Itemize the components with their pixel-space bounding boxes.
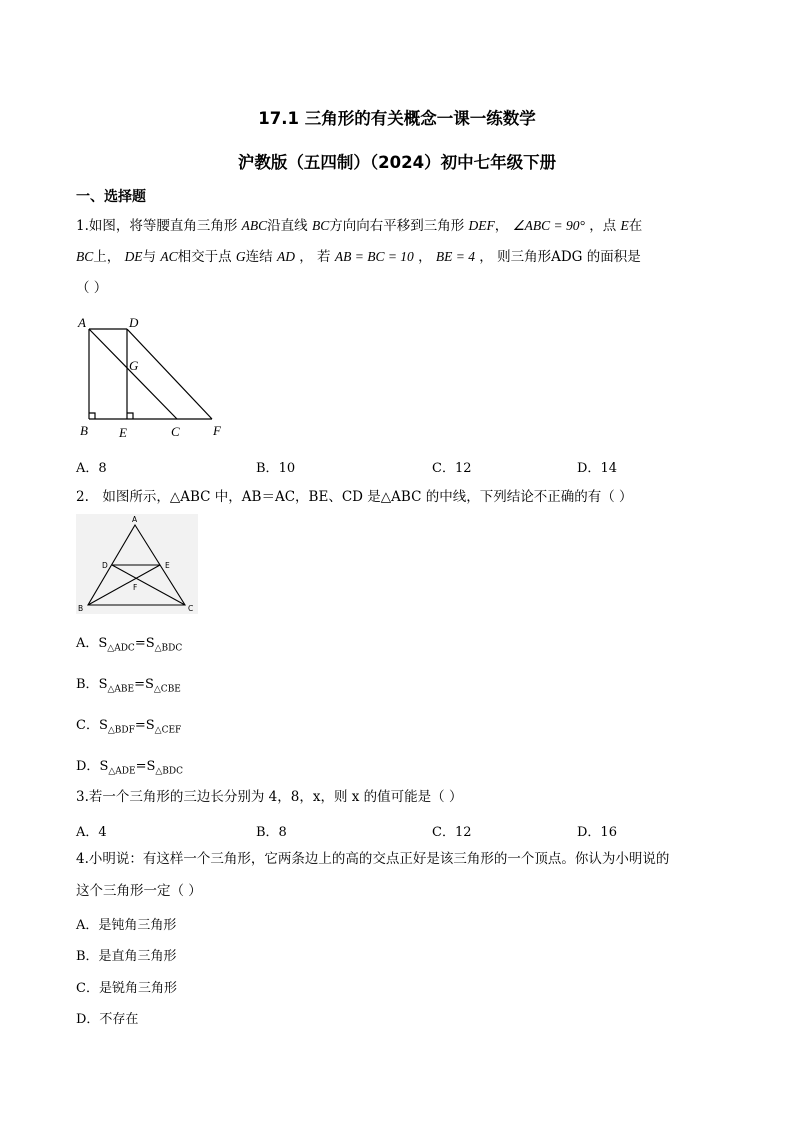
option-letter: B． [256,461,279,476]
q4-option-c[interactable]: C．是锐角三角形 [76,981,177,996]
option-subscript: △ABE [107,684,135,695]
q1-math: ABC [241,218,268,233]
option-subscript: △BDC [154,643,183,654]
q2-option-c[interactable] [76,714,181,736]
q1-math: AB = BC = 10 [334,249,414,264]
label-e: E [119,425,127,440]
q1-text: ， [413,249,436,265]
option-letter: D． [76,759,100,774]
q1-text: ， 则三角形ADG 的面积是 [475,249,641,265]
option-value: 14 [600,461,617,476]
option-subscript: △CEF [154,725,182,736]
option-text: S [98,718,108,733]
q2-option-d[interactable] [76,755,183,777]
question-4-line-1: 4.小明说：有这样一个三角形，它两条边上的高的交点正好是该三角形的一个顶点。你认为小明说的 [76,851,670,867]
q3-option-b[interactable]: B．8 [256,825,287,840]
q1-math: G [235,249,246,264]
question-4-line-2: 这个三角形一定（ ） [76,883,202,899]
label-a: A [78,315,86,330]
segment-df [127,329,212,419]
question-1-line-2 [76,242,641,272]
option-subscript: △CBE [153,684,181,695]
q1-text: 1.如图，将等腰直角三角形 [76,218,242,234]
option-text: S [145,718,155,733]
q1-option-a[interactable] [76,457,107,476]
option-subscript: △ADC [107,643,135,654]
label-b: B [78,604,84,613]
option-text: S [98,636,108,651]
q2-option-a[interactable] [76,632,182,654]
label-f: F [133,583,138,592]
option-text: S [146,759,156,774]
option-text: S [145,636,155,651]
q2-figure [76,514,198,614]
label-a: A [132,515,138,524]
question-2-stem: 2. 如图所示，△ABC 中，AB＝AC，BE、CD 是△ABC 的中线，下列结论不正确的有（ ） [76,489,633,505]
option-text: = [134,636,146,651]
q3-option-a[interactable]: A．4 [76,825,107,840]
q1-text: 沿直线 [267,218,312,234]
q1-text: ， 若 [294,249,335,265]
option-letter: B． [76,677,99,692]
q1-option-b[interactable] [256,457,295,476]
question-1-line-3: （ ） [76,280,108,296]
q4-option-d[interactable]: D．不存在 [76,1012,139,1027]
option-letter: D． [577,461,601,476]
label-g: G [129,358,139,373]
q1-text: 方向向右平移到三角形 [329,218,469,234]
option-text: S [144,677,154,692]
option-letter: C． [432,461,455,476]
q1-math: E [620,218,629,233]
label-b: B [80,423,88,438]
option-letter: C． [76,718,99,733]
option-subscript: △BDF [107,725,135,736]
q1-math: BC [311,218,330,233]
option-letter: A． [76,636,99,651]
q1-option-c[interactable] [432,457,472,476]
q1-math: AC [160,249,178,264]
label-e: E [165,561,170,570]
document-title: 17.1 三角形的有关概念一课一练数学 [258,109,536,128]
document-subtitle: 沪教版（五四制）（2024）初中七年级下册 [237,153,557,172]
q1-math: ∠ABC = 90° [512,218,585,233]
option-text: = [135,759,147,774]
q1-math: DEF [468,218,495,233]
label-c: C [171,424,180,439]
q1-figure [74,312,234,444]
q3-option-c[interactable]: C．12 [432,825,472,840]
question-3-stem: 3.若一个三角形的三边长分别为 4，8，x，则 x 的值可能是（ ） [76,789,463,805]
label-d: D [102,561,108,570]
right-angle-b [89,413,95,419]
q1-option-d[interactable] [577,457,617,476]
q3-option-d[interactable]: D．16 [577,825,617,840]
q1-text: ， [494,218,513,234]
q1-text: 与 [142,249,161,265]
option-text: S [99,759,109,774]
option-letter: A． [76,461,99,476]
q1-text: 连结 [245,249,277,265]
label-d: D [129,315,139,330]
option-subscript: △BDC [155,766,184,777]
q1-math: AD [276,249,295,264]
label-c: C [188,604,194,613]
q4-option-a[interactable]: A．是钝角三角形 [76,918,177,933]
option-value: 12 [454,461,472,476]
option-text: = [134,677,145,692]
q1-text: 上， [93,249,125,265]
option-text: S [98,677,108,692]
option-subscript: △ADE [108,766,136,777]
q1-math: BE = 4 [435,249,476,264]
q1-text: 在 [628,218,643,234]
question-1-line-1 [76,211,642,241]
q1-text: ，点 [584,218,621,234]
right-angle-e [127,413,133,419]
option-text: = [134,718,146,733]
q1-math: BC [76,249,94,264]
label-f: F [213,423,221,438]
q1-text: 相交于点 [177,249,236,265]
q2-option-b[interactable] [76,673,181,695]
option-value: 10 [278,461,296,476]
q1-math: DE [124,249,143,264]
segment-ac [89,329,177,419]
q4-option-b[interactable]: B．是直角三角形 [76,949,177,964]
option-value: 8 [98,461,107,476]
section-heading: 一、选择题 [76,189,146,205]
